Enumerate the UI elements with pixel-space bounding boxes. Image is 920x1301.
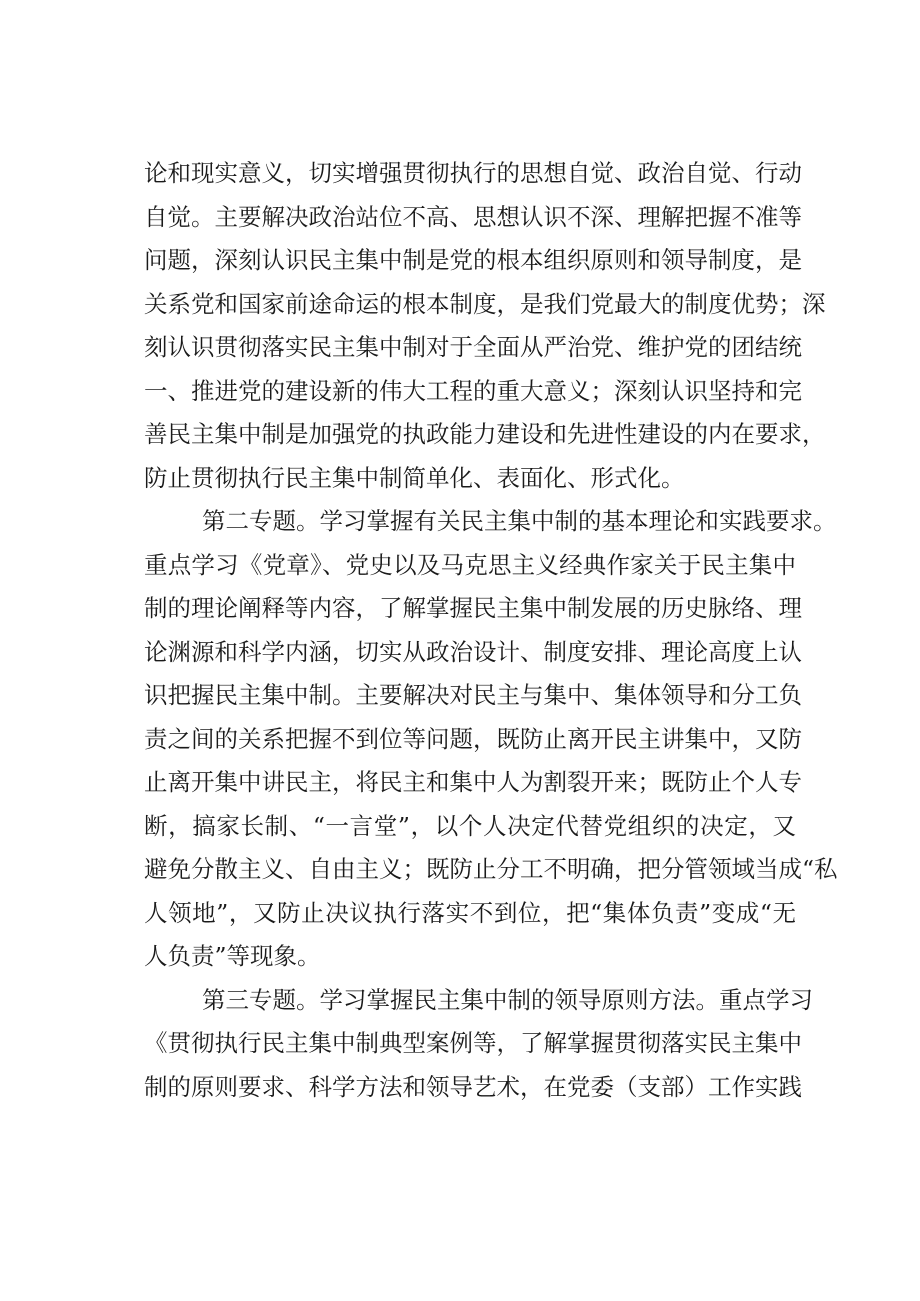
paragraph-3 <box>144 979 813 1110</box>
paragraph-line: 断，搞家长制、“一言堂”，以个人决定代替党组织的决定，又 <box>144 811 796 840</box>
paragraph-line: 善民主集中制是加强党的执政能力建设和先进性建设的内在要求， <box>144 420 826 448</box>
paragraph-line: 论和现实意义，切实增强贯彻执行的思想自觉、政治自觉、行动 <box>144 159 802 187</box>
paragraph-heading-line: 第二专题。学习掌握有关民主集中制的基本理论和实践要求。 <box>202 507 837 535</box>
paragraph-line: 人领地”，又防止决议执行落实不到位，把“集体负责”变成“无 <box>144 898 796 927</box>
paragraph-line: 《贯彻执行民主集中制典型案例等，了解掌握贯彻落实民主集中 <box>144 1029 802 1057</box>
paragraph-line: 防止贯彻执行民主集中制简单化、表面化、形式化。 <box>144 463 685 492</box>
paragraph-line: 人负责”等现象。 <box>144 942 321 970</box>
paragraph-heading-line: 第三专题。学习掌握民主集中制的领导原则方法。重点学习 <box>202 985 813 1014</box>
paragraph-line: 责之间的关系把握不到位等问题，既防止离开民主讲集中，又防 <box>144 724 802 753</box>
paragraph-line: 重点学习《党章》、党史以及马克思主义经典作家关于民主集中 <box>144 550 796 579</box>
paragraph-line: 刻认识贯彻落实民主集中制对于全面从严治党、维护党的团结统 <box>144 333 802 361</box>
paragraph-line: 一、推进党的建设新的伟大工程的重大意义；深刻认识坚持和完 <box>144 376 802 405</box>
paragraph-line: 制的原则要求、科学方法和领导艺术，在党委（支部）工作实践 <box>144 1072 802 1101</box>
paragraph-line: 关系党和国家前途命运的根本制度，是我们党最大的制度优势；深 <box>144 289 826 318</box>
paragraph-line: 识把握民主集中制。主要解决对民主与集中、集体领导和分工负 <box>144 681 802 709</box>
paragraph-2 <box>144 500 838 979</box>
paragraph-line: 问题，深刻认识民主集中制是党的根本组织原则和领导制度，是 <box>144 246 802 274</box>
paragraph-line: 制的理论阐释等内容，了解掌握民主集中制发展的历史脉络、理 <box>144 594 802 622</box>
paragraph-1 <box>144 152 826 500</box>
paragraph-line: 论渊源和科学内涵，切实从政治设计、制度安排、理论高度上认 <box>144 637 802 666</box>
paragraph-line: 避免分散主义、自由主义；既防止分工不明确，把分管领域当成“私 <box>144 855 838 883</box>
paragraph-line: 自觉。主要解决政治站位不高、思想认识不深、理解把握不准等 <box>144 202 802 231</box>
paragraph-line: 止离开集中讲民主，将民主和集中人为割裂开来；既防止个人专 <box>144 768 802 796</box>
document-body <box>144 152 838 1109</box>
